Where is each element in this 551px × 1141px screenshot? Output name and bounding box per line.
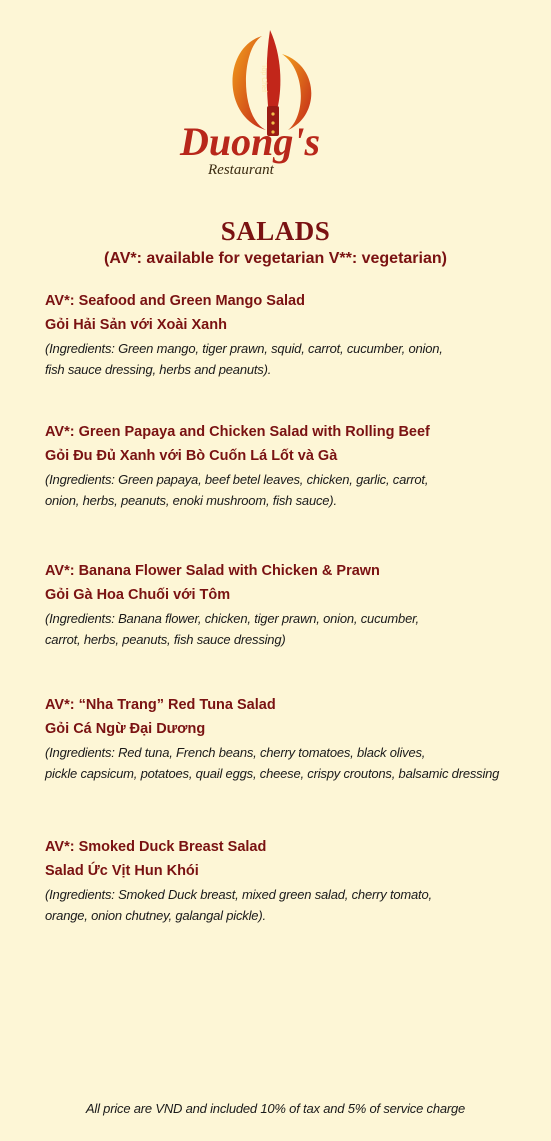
- item-vietnamese-name: Gỏi Cá Ngừ Đại Dương: [45, 721, 206, 737]
- item-english-name: AV*: Smoked Duck Breast Salad: [45, 839, 267, 855]
- logo-subname: Restaurant: [208, 162, 274, 178]
- item-ingredients-line: (Ingredients: Green mango, tiger prawn, squid, carrot, cucumber, onion,: [45, 341, 443, 356]
- item-english-name: AV*: Green Papaya and Chicken Salad with Rolling Beef: [45, 424, 430, 440]
- page-title: SALADS: [220, 216, 331, 246]
- item-ingredients-line: (Ingredients: Green papaya, beef betel leaves, chicken, garlic, carrot,: [45, 472, 429, 487]
- item-vietnamese-name: Gỏi Đu Đủ Xanh với Bò Cuốn Lá Lốt và Gà: [45, 448, 338, 464]
- item-ingredients-line: pickle capsicum, potatoes, quail eggs, cheese, crispy croutons, balsamic dressing: [45, 766, 500, 781]
- item-english-name: AV*: Banana Flower Salad with Chicken & Prawn: [45, 563, 380, 579]
- menu-item: [45, 835, 545, 926]
- item-ingredients-line: onion, herbs, peanuts, enoki mushroom, fish sauce).: [45, 493, 337, 508]
- page-subtitle: (AV*: available for vegetarian V**: vegetarian): [104, 250, 447, 267]
- item-ingredients-line: fish sauce dressing, herbs and peanuts).: [45, 362, 272, 377]
- menu-item: [45, 693, 545, 784]
- restaurant-logo: [170, 26, 375, 186]
- item-ingredients-line: (Ingredients: Smoked Duck breast, mixed green salad, cherry tomato,: [45, 887, 432, 902]
- menu-item: [45, 289, 545, 380]
- item-english-name: AV*: Seafood and Green Mango Salad: [45, 293, 305, 309]
- menu-item: [45, 559, 545, 650]
- item-ingredients-line: orange, onion chutney, galangal pickle).: [45, 908, 266, 923]
- menu-item: [45, 420, 545, 511]
- item-vietnamese-name: Salad Ức Vịt Hun Khói: [45, 863, 199, 879]
- item-english-name: AV*: “Nha Trang” Red Tuna Salad: [45, 697, 276, 713]
- item-ingredients-line: (Ingredients: Red tuna, French beans, cherry tomatoes, black olives,: [45, 745, 426, 760]
- logo-tagline: Top Chef: [260, 64, 267, 93]
- item-ingredients-line: carrot, herbs, peanuts, fish sauce dressing): [45, 632, 286, 647]
- logo-name: Duong's: [180, 119, 321, 164]
- item-ingredients-line: (Ingredients: Banana flower, chicken, tiger prawn, onion, cucumber,: [45, 611, 419, 626]
- item-vietnamese-name: Gỏi Hải Sản với Xoài Xanh: [45, 317, 227, 333]
- item-vietnamese-name: Gỏi Gà Hoa Chuối với Tôm: [45, 587, 231, 603]
- price-note: All price are VND and included 10% of tax and 5% of service charge: [85, 1101, 466, 1116]
